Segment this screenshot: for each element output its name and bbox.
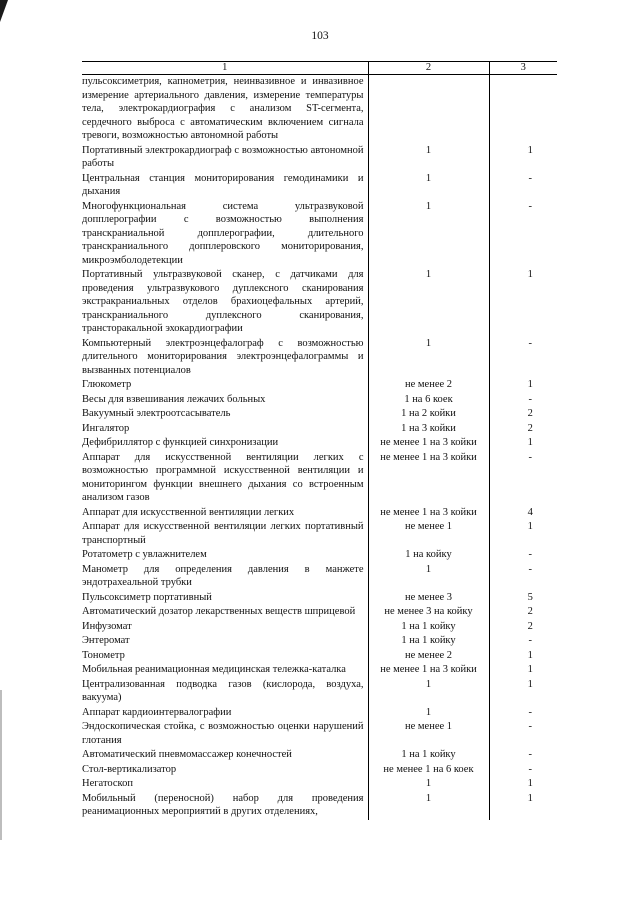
column-3-value: 2 [527,422,533,434]
column-3-value: - [528,172,532,184]
column-3-value: 1 [527,678,533,690]
quantity-cell [368,75,489,144]
equipment-name-cell: Инфузомат [82,620,132,632]
table-row [82,200,557,269]
equipment-name-cell: Вакуумный электроотсасыватель [82,408,231,419]
equipment-name-cell: Аппарат для искусственной вентиляции легких [82,506,295,518]
column-3-cell [489,634,557,649]
equipment-name-cell: Мобильный (переносной) набор для проведения реанимационных мероприятий в других отделениях, [82,792,364,817]
column-3-value: 2 [527,620,533,632]
equipment-name-cell: Пульсоксиметр портативный [82,591,212,603]
table-row [82,172,557,200]
quantity-cell: 1 на 1 койку [368,620,489,635]
column-3-value: - [528,749,532,760]
table-row [82,620,557,635]
quantity-cell: 1 [368,792,489,820]
column-3-cell [489,678,557,706]
column-3-cell [489,378,557,393]
column-3-cell [489,172,557,200]
column-3-cell [489,663,557,678]
quantity-cell: 1 [368,172,489,200]
column-3-value: 4 [527,506,533,518]
equipment-name-cell: пульсоксиметрия, капнометрия, неинвазивное и инвазивное измерение артериального давления, измерение температуры тела, электрокардиография с анализом ST-сегмента, сердечного выброса с автоматическим включением сигнала тревоги, возможностью автономной работы [82,76,364,141]
quantity-cell: 1 [368,337,489,379]
column-3-cell [489,548,557,563]
equipment-name-cell: Автоматический дозатор лекарственных веществ шприцевой [82,606,356,617]
equipment-name-cell: Ингалятор [82,422,130,434]
equipment-name-cell: Центральная станция мониторирования гемодинамики и дыхания [82,172,364,197]
column-3-value: - [528,763,532,775]
equipment-name-cell: Аппарат для искусственной вентиляции легких портативный транспортный [82,521,364,546]
table-row [82,436,557,451]
table-row [82,144,557,172]
column-3-value: - [528,549,532,560]
equipment-name-cell: Многофункциональная система ультразвуковой допплерографии с возможностью выполнения транскраниальной допплерографии, длительного транскраниального допплеровского мониторирования, микроэмболодетекции [82,200,364,266]
column-3-cell [489,620,557,635]
equipment-name-cell: Негатоскоп [82,778,133,789]
column-3-value: - [528,200,532,212]
table-body [82,75,557,820]
equipment-name-cell: Стол-вертикализатор [82,763,177,775]
column-3-value: 1 [527,269,533,280]
header-col-3: 3 [489,62,557,75]
column-3-cell [489,748,557,763]
column-3-cell [489,436,557,451]
equipment-name-cell: Эндоскопическая стойка, с возможностью оценки нарушений глотания [82,721,364,746]
column-3-cell [489,706,557,721]
column-3-value: 1 [527,664,533,675]
column-3-cell [489,268,557,337]
column-3-value: - [528,337,532,349]
equipment-name-cell: Компьютерный электроэнцефалограф с возможностью длительного мониторирования электроэнцефалограммы и вызванных потенциалов [82,337,364,376]
quantity-cell: не менее 1 на 3 койки [368,451,489,506]
column-3-value: 2 [527,606,533,617]
equipment-name-cell: Аппарат кардиоинтервалографии [82,706,232,718]
column-3-cell [489,720,557,748]
table-row [82,792,557,820]
quantity-cell: 1 на 1 койку [368,634,489,649]
header-col-1: 1 [82,62,368,75]
table-row [82,451,557,506]
equipment-name-cell: Глюкометр [82,379,132,390]
column-3-cell [489,591,557,606]
column-3-value: 2 [527,408,533,419]
table-row [82,720,557,748]
equipment-name-cell: Тонометр [82,649,125,661]
equipment-name-cell: Централизованная подводка газов (кислорода, воздуха, вакуума) [82,678,364,703]
quantity-cell: 1 на 1 койку [368,748,489,763]
column-3-cell [489,407,557,422]
quantity-cell: 1 на 6 коек [368,393,489,408]
equipment-table [82,61,557,820]
column-3-value: 1 [527,792,533,804]
quantity-cell: не менее 1 [368,520,489,548]
table-row [82,649,557,664]
column-3-value: 1 [527,649,533,661]
table-row [82,422,557,437]
equipment-name-cell: Автоматический пневмомассажер конечностей [82,749,292,760]
table-row [82,393,557,408]
table-row [82,506,557,521]
table-row [82,706,557,721]
column-3-value: - [528,451,532,463]
column-3-value: - [528,393,532,405]
table-row [82,337,557,379]
table-row [82,268,557,337]
scan-edge-mark [0,690,2,840]
column-3-value: 1 [527,521,533,532]
table-row [82,663,557,678]
table-row [82,378,557,393]
column-3-cell [489,763,557,778]
quantity-cell: не менее 2 [368,378,489,393]
equipment-name-cell: Аппарат для искусственной вентиляции легких с возможностью программной искусственной вентиляции и мониторингом функции внешнего дыхания со встроенным анализом газов [82,451,364,503]
table-row [82,591,557,606]
table-row [82,748,557,763]
column-3-cell [489,792,557,820]
column-3-value: - [528,563,532,575]
quantity-cell: 1 [368,200,489,269]
table-row [82,563,557,591]
column-3-cell [489,649,557,664]
column-3-value: - [528,721,532,732]
quantity-cell: 1 на 2 койки [368,407,489,422]
quantity-cell: не менее 1 [368,720,489,748]
quantity-cell: не менее 2 [368,649,489,664]
quantity-cell: не менее 1 на 6 коек [368,763,489,778]
header-col-2: 2 [368,62,489,75]
table-row [82,548,557,563]
quantity-cell: не менее 1 на 3 койки [368,663,489,678]
page-number: 103 [311,30,329,42]
equipment-name-cell: Дефибриллятор с функцией синхронизации [82,437,279,448]
column-3-cell [489,506,557,521]
table-row [82,75,557,144]
column-3-cell [489,563,557,591]
table-row [82,634,557,649]
quantity-cell: 1 [368,777,489,792]
table-row [82,520,557,548]
column-3-value: 5 [527,591,533,603]
column-3-cell [489,451,557,506]
quantity-cell: 1 на койку [368,548,489,563]
column-3-value: 1 [527,379,533,390]
page-corner-mark [0,0,8,22]
table-row [82,407,557,422]
column-3-value: 1 [527,437,533,448]
equipment-name-cell: Манометр для определения давления в манжете эндотрахеальной трубки [82,563,364,588]
column-3-cell [489,520,557,548]
equipment-name-cell: Ротатометр с увлажнителем [82,549,207,560]
equipment-name-cell: Мобильная реанимационная медицинская тележка-каталка [82,664,346,675]
column-3-value: - [528,635,532,646]
quantity-cell: 1 [368,144,489,172]
quantity-cell: 1 [368,678,489,706]
quantity-cell: 1 на 3 койки [368,422,489,437]
quantity-cell: не менее 3 [368,591,489,606]
table-row [82,605,557,620]
column-3-cell [489,337,557,379]
column-3-cell [489,777,557,792]
column-3-cell [489,605,557,620]
column-3-value: - [528,706,532,718]
equipment-name-cell: Портативный электрокардиограф с возможностью автономной работы [82,144,364,169]
column-3-value: 1 [527,778,533,789]
table-row [82,777,557,792]
column-3-cell [489,75,557,144]
quantity-cell: не менее 3 на койку [368,605,489,620]
column-3-value: 1 [527,144,533,156]
column-3-cell [489,200,557,269]
quantity-cell: не менее 1 на 3 койки [368,506,489,521]
table-header-row [82,62,557,75]
equipment-name-cell: Весы для взвешивания лежачих больных [82,393,266,405]
column-3-cell [489,144,557,172]
column-3-cell [489,422,557,437]
equipment-name-cell: Портативный ультразвуковой сканер, с датчиками для проведения ультразвукового дуплексного сканирования экстракраниальных отделов брахиоцефальных артерий, транскраниального дуплексного сканирования, трансторакальной эхокардиографии [82,269,364,334]
equipment-name-cell: Энтеромат [82,635,130,646]
quantity-cell: 1 [368,563,489,591]
column-3-cell [489,393,557,408]
table-row [82,763,557,778]
table-row [82,678,557,706]
quantity-cell: 1 [368,268,489,337]
quantity-cell: не менее 1 на 3 койки [368,436,489,451]
quantity-cell: 1 [368,706,489,721]
